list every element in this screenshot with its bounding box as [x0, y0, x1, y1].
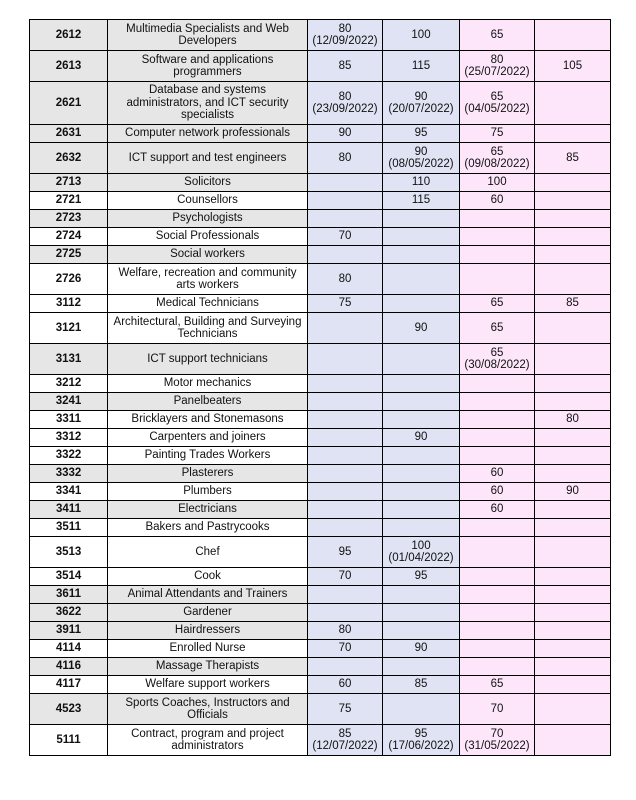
table-row [30, 393, 611, 411]
points-cell-3 [460, 694, 535, 725]
points-cell-1 [308, 375, 383, 393]
table-row [30, 640, 611, 658]
points-cell-3 [460, 143, 535, 174]
table-row [30, 192, 611, 210]
table-row [30, 228, 611, 246]
points-value: 65 [490, 321, 504, 334]
points-cell-2 [383, 228, 460, 246]
points-cell-3 [460, 313, 535, 344]
points-value: 65 [490, 346, 504, 359]
points-cell-2 [383, 519, 460, 537]
points-cell-4 [535, 192, 611, 210]
occupation-code-cell: 3212 [30, 375, 108, 393]
invitation-date: (04/05/2022) [464, 103, 530, 115]
occupation-name-cell: Chef [108, 537, 308, 568]
points-value: 100 [411, 539, 431, 552]
points-cell-4 [535, 604, 611, 622]
points-value: 75 [490, 127, 504, 140]
invitation-date: (01/04/2022) [388, 552, 454, 564]
points-cell-2 [383, 82, 460, 125]
points-cell-2 [383, 246, 460, 264]
points-cell-4 [535, 568, 611, 586]
points-value: 70 [338, 570, 352, 583]
points-cell-3 [460, 568, 535, 586]
points-cell-3 [460, 375, 535, 393]
points-cell-2 [383, 622, 460, 640]
points-cell-3 [460, 483, 535, 501]
points-value: 75 [338, 702, 352, 715]
points-cell-1 [308, 143, 383, 174]
invitation-date: (30/08/2022) [464, 359, 530, 371]
occupation-name-cell: Motor mechanics [108, 375, 308, 393]
points-value: 90 [414, 431, 428, 444]
points-value: 110 [411, 176, 431, 189]
points-value: 85 [566, 297, 579, 310]
occupation-code-cell: 3131 [30, 344, 108, 375]
points-cell-3 [460, 676, 535, 694]
occupation-name-cell: Carpenters and joiners [108, 429, 308, 447]
points-cell-3 [460, 210, 535, 228]
table-row [30, 375, 611, 393]
occupation-code-cell: 3332 [30, 465, 108, 483]
invitation-date: (31/05/2022) [464, 740, 530, 752]
points-cell-2 [383, 640, 460, 658]
table-row [30, 174, 611, 192]
points-cell-1 [308, 429, 383, 447]
points-cell-2 [383, 586, 460, 604]
occupation-code-cell: 3121 [30, 313, 108, 344]
points-value: 95 [414, 727, 428, 740]
table-row [30, 586, 611, 604]
points-cell-2 [383, 210, 460, 228]
points-cell-1 [308, 568, 383, 586]
points-value: 75 [338, 297, 352, 310]
points-cell-2 [383, 483, 460, 501]
occupation-code-cell: 3511 [30, 519, 108, 537]
occupation-code-cell: 4117 [30, 676, 108, 694]
points-cell-4 [535, 658, 611, 676]
points-cell-2 [383, 725, 460, 756]
points-cell-1 [308, 210, 383, 228]
occupation-name-cell: Social workers [108, 246, 308, 264]
points-cell-1 [308, 483, 383, 501]
table-row [30, 51, 611, 82]
points-value: 70 [338, 642, 352, 655]
invitation-date: (09/08/2022) [464, 158, 530, 170]
points-value: 95 [338, 545, 352, 558]
points-value: 60 [490, 194, 504, 207]
occupation-name-cell: Panelbeaters [108, 393, 308, 411]
points-value: 65 [490, 145, 504, 158]
invitation-date: (12/07/2022) [312, 740, 378, 752]
points-cell-3 [460, 658, 535, 676]
table-row [30, 622, 611, 640]
occupation-code-cell: 2724 [30, 228, 108, 246]
points-value: 65 [490, 90, 504, 103]
points-cell-1 [308, 586, 383, 604]
points-value: 60 [490, 503, 504, 516]
points-cell-4 [535, 375, 611, 393]
points-cell-1 [308, 501, 383, 519]
table-row [30, 295, 611, 313]
points-cell-4 [535, 483, 611, 501]
table-row [30, 501, 611, 519]
table-row [30, 465, 611, 483]
points-cell-2 [383, 264, 460, 295]
points-cell-4 [535, 82, 611, 125]
points-value: 95 [414, 570, 428, 583]
points-value: 85 [414, 678, 428, 691]
points-value: 70 [490, 702, 504, 715]
points-cell-1 [308, 174, 383, 192]
points-cell-1 [308, 537, 383, 568]
points-cell-2 [383, 604, 460, 622]
points-cell-2 [383, 658, 460, 676]
occupation-name-cell: Database and systems administrators, and ICT security specialists [108, 82, 308, 125]
points-cell-2 [383, 344, 460, 375]
points-cell-2 [383, 125, 460, 143]
table-row [30, 725, 611, 756]
points-value: 85 [338, 727, 352, 740]
points-cell-2 [383, 295, 460, 313]
points-cell-2 [383, 192, 460, 210]
points-cell-1 [308, 51, 383, 82]
table-row [30, 429, 611, 447]
points-cell-3 [460, 125, 535, 143]
occupation-code-cell: 3312 [30, 429, 108, 447]
points-cell-4 [535, 313, 611, 344]
points-cell-1 [308, 20, 383, 51]
occupation-code-cell: 3341 [30, 483, 108, 501]
points-cell-1 [308, 393, 383, 411]
table-row [30, 676, 611, 694]
points-cell-1 [308, 465, 383, 483]
points-cell-3 [460, 264, 535, 295]
points-cell-2 [383, 20, 460, 51]
points-cell-4 [535, 501, 611, 519]
points-cell-2 [383, 411, 460, 429]
occupation-name-cell: Social Professionals [108, 228, 308, 246]
points-value: 80 [338, 151, 352, 164]
points-cell-4 [535, 246, 611, 264]
points-cell-2 [383, 676, 460, 694]
points-value: 70 [338, 230, 352, 243]
occupation-name-cell: Animal Attendants and Trainers [108, 586, 308, 604]
occupation-name-cell: Welfare, recreation and community arts workers [108, 264, 308, 295]
invitation-date: (12/09/2022) [312, 35, 378, 47]
points-cell-4 [535, 264, 611, 295]
table-body [30, 20, 611, 756]
occupation-code-cell: 2632 [30, 143, 108, 174]
points-cell-1 [308, 622, 383, 640]
occupation-code-cell: 4114 [30, 640, 108, 658]
points-value: 90 [414, 642, 428, 655]
occupation-name-cell: Plumbers [108, 483, 308, 501]
points-cell-3 [460, 295, 535, 313]
table-row [30, 447, 611, 465]
invitation-date: (20/07/2022) [388, 103, 454, 115]
occupation-name-cell: Psychologists [108, 210, 308, 228]
points-cell-4 [535, 586, 611, 604]
occupation-code-cell: 3411 [30, 501, 108, 519]
points-cell-1 [308, 295, 383, 313]
points-cell-3 [460, 640, 535, 658]
points-value: 95 [414, 127, 428, 140]
occupation-name-cell: Bricklayers and Stonemasons [108, 411, 308, 429]
points-value: 100 [487, 176, 507, 189]
points-cell-3 [460, 411, 535, 429]
occupation-code-cell: 3514 [30, 568, 108, 586]
points-value: 105 [562, 59, 583, 72]
points-cell-4 [535, 622, 611, 640]
points-cell-1 [308, 264, 383, 295]
occupation-code-cell: 3311 [30, 411, 108, 429]
table-row [30, 125, 611, 143]
points-cell-2 [383, 429, 460, 447]
table-row [30, 604, 611, 622]
points-cell-4 [535, 694, 611, 725]
points-cell-1 [308, 519, 383, 537]
points-cell-4 [535, 174, 611, 192]
points-cell-1 [308, 447, 383, 465]
points-value: 70 [490, 727, 504, 740]
occupation-name-cell: Medical Technicians [108, 295, 308, 313]
table-row [30, 210, 611, 228]
points-cell-1 [308, 82, 383, 125]
occupation-name-cell: Multimedia Specialists and Web Developers [108, 20, 308, 51]
occupation-name-cell: Solicitors [108, 174, 308, 192]
occupation-code-cell: 5111 [30, 725, 108, 756]
points-cell-1 [308, 313, 383, 344]
occupation-name-cell: ICT support technicians [108, 344, 308, 375]
points-cell-3 [460, 174, 535, 192]
points-cell-2 [383, 694, 460, 725]
points-value: 65 [490, 297, 504, 310]
points-cell-3 [460, 20, 535, 51]
points-value: 115 [411, 194, 431, 207]
points-cell-3 [460, 246, 535, 264]
occupation-name-cell: Welfare support workers [108, 676, 308, 694]
invitation-date: (17/06/2022) [388, 740, 454, 752]
table-row [30, 313, 611, 344]
points-value: 90 [414, 321, 428, 334]
occupation-code-cell: 3911 [30, 622, 108, 640]
points-cell-2 [383, 393, 460, 411]
occupation-code-cell: 2713 [30, 174, 108, 192]
points-cell-2 [383, 568, 460, 586]
points-cell-3 [460, 51, 535, 82]
points-cell-1 [308, 228, 383, 246]
occupation-name-cell: Software and applications programmers [108, 51, 308, 82]
points-value: 65 [490, 678, 504, 691]
points-cell-1 [308, 676, 383, 694]
occupation-name-cell: Electricians [108, 501, 308, 519]
occupation-code-cell: 3513 [30, 537, 108, 568]
occupation-table [29, 19, 611, 756]
occupation-name-cell: Architectural, Building and Surveying Technicians [108, 313, 308, 344]
occupation-name-cell: Hairdressers [108, 622, 308, 640]
points-cell-3 [460, 429, 535, 447]
points-value: 90 [338, 127, 352, 140]
occupation-code-cell: 4523 [30, 694, 108, 725]
points-cell-4 [535, 537, 611, 568]
points-cell-1 [308, 246, 383, 264]
table-row [30, 658, 611, 676]
points-value: 60 [338, 678, 352, 691]
occupation-code-cell: 3112 [30, 295, 108, 313]
occupation-name-cell: Computer network professionals [108, 125, 308, 143]
points-cell-4 [535, 725, 611, 756]
points-cell-1 [308, 125, 383, 143]
points-cell-3 [460, 228, 535, 246]
points-cell-3 [460, 465, 535, 483]
occupation-code-cell: 2613 [30, 51, 108, 82]
occupation-code-cell: 4116 [30, 658, 108, 676]
table-row [30, 82, 611, 125]
table-row [30, 143, 611, 174]
points-cell-1 [308, 604, 383, 622]
occupation-name-cell: Painting Trades Workers [108, 447, 308, 465]
points-cell-3 [460, 501, 535, 519]
points-value: 65 [490, 28, 504, 41]
points-cell-3 [460, 519, 535, 537]
points-cell-3 [460, 725, 535, 756]
points-value: 85 [566, 151, 579, 164]
points-cell-1 [308, 725, 383, 756]
occupation-name-cell: Gardener [108, 604, 308, 622]
points-cell-4 [535, 344, 611, 375]
points-value: 80 [338, 624, 352, 637]
points-cell-4 [535, 51, 611, 82]
points-cell-1 [308, 640, 383, 658]
points-cell-4 [535, 210, 611, 228]
invitation-date: (08/05/2022) [388, 158, 454, 170]
points-cell-4 [535, 20, 611, 51]
points-cell-1 [308, 694, 383, 725]
table-row [30, 246, 611, 264]
points-cell-4 [535, 411, 611, 429]
points-cell-1 [308, 344, 383, 375]
occupation-code-cell: 3611 [30, 586, 108, 604]
points-value: 60 [490, 485, 504, 498]
points-cell-4 [535, 295, 611, 313]
table-row [30, 519, 611, 537]
occupation-code-cell: 2621 [30, 82, 108, 125]
points-cell-2 [383, 143, 460, 174]
points-cell-4 [535, 519, 611, 537]
points-cell-2 [383, 51, 460, 82]
points-cell-3 [460, 586, 535, 604]
points-cell-1 [308, 658, 383, 676]
table-row [30, 264, 611, 295]
points-value: 100 [411, 28, 431, 41]
occupation-name-cell: Counsellors [108, 192, 308, 210]
table-row [30, 411, 611, 429]
points-cell-4 [535, 393, 611, 411]
occupation-code-cell: 2723 [30, 210, 108, 228]
points-cell-3 [460, 537, 535, 568]
points-value: 90 [414, 90, 428, 103]
points-cell-1 [308, 192, 383, 210]
occupation-name-cell: Massage Therapists [108, 658, 308, 676]
points-value: 85 [338, 59, 352, 72]
occupation-name-cell: Sports Coaches, Instructors and Officials [108, 694, 308, 725]
occupation-name-cell: Plasterers [108, 465, 308, 483]
points-value: 80 [490, 53, 504, 66]
table-row [30, 694, 611, 725]
table-row [30, 537, 611, 568]
points-cell-2 [383, 537, 460, 568]
occupation-code-cell: 3241 [30, 393, 108, 411]
points-cell-4 [535, 429, 611, 447]
points-cell-3 [460, 447, 535, 465]
points-cell-4 [535, 125, 611, 143]
occupation-name-cell: Enrolled Nurse [108, 640, 308, 658]
points-cell-4 [535, 228, 611, 246]
points-cell-4 [535, 640, 611, 658]
points-value: 90 [414, 145, 428, 158]
points-cell-3 [460, 344, 535, 375]
occupation-code-cell: 2726 [30, 264, 108, 295]
occupation-name-cell: Cook [108, 568, 308, 586]
points-cell-2 [383, 313, 460, 344]
points-cell-4 [535, 676, 611, 694]
points-value: 80 [338, 90, 352, 103]
table-row [30, 344, 611, 375]
points-cell-2 [383, 465, 460, 483]
occupation-code-cell: 2725 [30, 246, 108, 264]
points-cell-2 [383, 174, 460, 192]
occupation-code-cell: 3322 [30, 447, 108, 465]
points-cell-3 [460, 604, 535, 622]
occupation-code-cell: 2721 [30, 192, 108, 210]
points-value: 80 [566, 413, 579, 426]
occupation-name-cell: Contract, program and project administrators [108, 725, 308, 756]
occupation-code-cell: 3622 [30, 604, 108, 622]
table-row [30, 20, 611, 51]
points-value: 80 [338, 272, 352, 285]
points-cell-4 [535, 447, 611, 465]
table-row [30, 483, 611, 501]
occupation-name-cell: ICT support and test engineers [108, 143, 308, 174]
occupation-code-cell: 2631 [30, 125, 108, 143]
invitation-date: (23/09/2022) [312, 103, 378, 115]
points-cell-2 [383, 501, 460, 519]
points-cell-3 [460, 82, 535, 125]
occupation-name-cell: Bakers and Pastrycooks [108, 519, 308, 537]
points-cell-2 [383, 375, 460, 393]
points-cell-4 [535, 143, 611, 174]
points-value: 115 [411, 59, 431, 72]
points-cell-3 [460, 393, 535, 411]
invitation-date: (25/07/2022) [464, 66, 530, 78]
table-row [30, 568, 611, 586]
points-value: 60 [490, 467, 504, 480]
points-cell-1 [308, 411, 383, 429]
points-value: 80 [338, 22, 352, 35]
points-value: 90 [566, 485, 579, 498]
points-cell-3 [460, 622, 535, 640]
points-cell-2 [383, 447, 460, 465]
points-cell-4 [535, 465, 611, 483]
points-cell-3 [460, 192, 535, 210]
occupation-code-cell: 2612 [30, 20, 108, 51]
